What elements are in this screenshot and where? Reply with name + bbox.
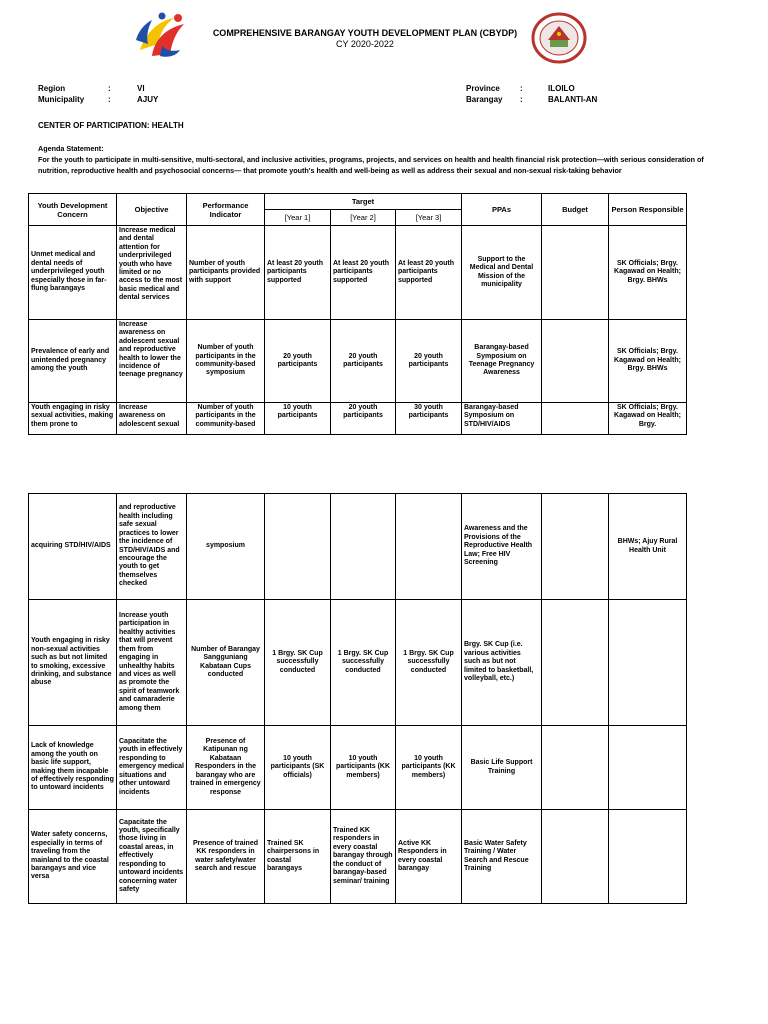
cell-objective: Increase youth participation in healthy activities that will prevent them from engaging in unhealthy habits and vices as well as promote the spirit of teamwork and camaraderie among them bbox=[117, 600, 187, 726]
cell-indicator: Number of youth participants provided with support bbox=[187, 226, 265, 320]
cell-ppas: Basic Life Support Training bbox=[462, 726, 542, 810]
table-row bbox=[29, 403, 687, 435]
page-title: COMPREHENSIVE BARANGAY YOUTH DEVELOPMENT PLAN (CBYDP) bbox=[212, 28, 518, 38]
cell-ppas: Barangay-based Symposium on STD/HIV/AIDS bbox=[462, 403, 542, 435]
plan-table-page-1 bbox=[28, 193, 687, 435]
cell-year1: Trained SK chairpersons in coastal barangays bbox=[265, 810, 331, 904]
municipality-value: AJUY bbox=[137, 95, 159, 104]
cell-year1: 10 youth participants (SK officials) bbox=[265, 726, 331, 810]
region-colon: : bbox=[108, 84, 111, 93]
cell-objective: Increase medical and dental attention for underprivileged youth who have limited or no access to the most basic medical and dental services bbox=[117, 226, 187, 320]
cell-year3: 10 youth participants (KK members) bbox=[396, 726, 462, 810]
cell-year3: 20 youth participants bbox=[396, 320, 462, 403]
municipality-label: Municipality bbox=[38, 95, 85, 104]
region-label: Region bbox=[38, 84, 66, 93]
cell-year1: 1 Brgy. SK Cup successfully conducted bbox=[265, 600, 331, 726]
cell-ppas: Awareness and the Provisions of the Reproductive Health Law; Free HIV Screening bbox=[462, 494, 542, 600]
cell-year2: Trained KK responders in every coastal barangay through the conduct of barangay-based seminar/ training bbox=[331, 810, 396, 904]
cell-budget bbox=[542, 494, 609, 600]
cell-year2: 20 youth participants bbox=[331, 320, 396, 403]
center-of-participation: CENTER OF PARTICIPATION: HEALTH bbox=[38, 121, 184, 130]
cell-indicator: Number of youth participants in the community-based bbox=[187, 403, 265, 435]
cell-year1: At least 20 youth participants supported bbox=[265, 226, 331, 320]
province-value: ILOILO bbox=[548, 84, 575, 93]
cell-concern: Youth engaging in risky non-sexual activities such as but not limited to smoking, excessive drinking, and substance abuse bbox=[29, 600, 117, 726]
municipality-colon: : bbox=[108, 95, 111, 104]
cell-year1: 10 youth participants bbox=[265, 403, 331, 435]
cell-objective: Increase awareness on adolescent sexual bbox=[117, 403, 187, 435]
cell-person bbox=[609, 600, 687, 726]
province-colon: : bbox=[520, 84, 523, 93]
col-header-year2: [Year 2] bbox=[331, 210, 396, 226]
cell-year3: Active KK Responders in every coastal barangay bbox=[396, 810, 462, 904]
col-header-ppas: PPAs bbox=[462, 194, 542, 226]
sk-logo bbox=[132, 10, 190, 62]
cell-concern: acquiring STD/HIV/AIDS bbox=[29, 494, 117, 600]
cell-objective: and reproductive health including safe sexual practices to lower the incidence of STD/HIV/AIDS and encourage the youth to get themselves checked bbox=[117, 494, 187, 600]
cell-budget bbox=[542, 320, 609, 403]
col-header-target: Target bbox=[265, 194, 462, 210]
col-header-budget: Budget bbox=[542, 194, 609, 226]
cell-indicator: Number of Barangay Sangguniang Kabataan Cups conducted bbox=[187, 600, 265, 726]
table-row bbox=[29, 226, 687, 320]
cell-ppas: Barangay-based Symposium on Teenage Pregnancy Awareness bbox=[462, 320, 542, 403]
cell-year3: 30 youth participants bbox=[396, 403, 462, 435]
cell-concern: Lack of knowledge among the youth on basic life support, making them incapable of effectively responding to untoward incidents bbox=[29, 726, 117, 810]
header-row bbox=[29, 194, 687, 210]
table-row bbox=[29, 726, 687, 810]
cell-objective: Increase awareness on adolescent sexual and reproductive health to lower the incidence of teenage pregnancy bbox=[117, 320, 187, 403]
cell-year2: 1 Brgy. SK Cup successfully conducted bbox=[331, 600, 396, 726]
table-row bbox=[29, 600, 687, 726]
cell-ppas: Support to the Medical and Dental Mission of the municipality bbox=[462, 226, 542, 320]
cell-concern: Youth engaging in risky sexual activities, making them prone to bbox=[29, 403, 117, 435]
barangay-label: Barangay bbox=[466, 95, 503, 104]
col-header-indicator: Performance Indicator bbox=[187, 194, 265, 226]
cell-person: SK Officials; Brgy. Kagawad on Health; Brgy. BHWs bbox=[609, 226, 687, 320]
municipal-seal bbox=[530, 12, 588, 64]
cell-indicator: symposium bbox=[187, 494, 265, 600]
cell-year3 bbox=[396, 494, 462, 600]
cell-objective: Capacitate the youth, specifically those living in coastal areas, in effectively responding to untoward incidents concerning water safety bbox=[117, 810, 187, 904]
col-header-concern: Youth Development Concern bbox=[29, 194, 117, 226]
cell-year1: 20 youth participants bbox=[265, 320, 331, 403]
cell-year2: 20 youth participants bbox=[331, 403, 396, 435]
col-header-year3: [Year 3] bbox=[396, 210, 462, 226]
barangay-value: BALANTI-AN bbox=[548, 95, 598, 104]
cell-indicator: Presence of trained KK responders in water safety/water search and rescue bbox=[187, 810, 265, 904]
cell-objective: Capacitate the youth in effectively responding to emergency medical situations and other untoward incidents bbox=[117, 726, 187, 810]
cell-ppas: Brgy. SK Cup (i.e. various activities such as but not limited to basketball, volleyball, etc.) bbox=[462, 600, 542, 726]
cell-concern: Water safety concerns, especially in terms of traveling from the mainland to the coastal barangays and vice versa bbox=[29, 810, 117, 904]
table-row bbox=[29, 494, 687, 600]
col-header-person: Person Responsible bbox=[609, 194, 687, 226]
cell-person: SK Officials; Brgy. Kagawad on Health; Brgy. bbox=[609, 403, 687, 435]
cell-year2: At least 20 youth participants supported bbox=[331, 226, 396, 320]
cell-ppas: Basic Water Safety Training / Water Search and Rescue Training bbox=[462, 810, 542, 904]
table-row bbox=[29, 810, 687, 904]
cell-concern: Unmet medical and dental needs of underprivileged youth especially those in far-flung barangays bbox=[29, 226, 117, 320]
col-header-objective: Objective bbox=[117, 194, 187, 226]
plan-table-page-2 bbox=[28, 493, 687, 904]
page-subtitle: CY 2020-2022 bbox=[336, 39, 394, 49]
cell-concern: Prevalence of early and unintended pregnancy among the youth bbox=[29, 320, 117, 403]
cell-budget bbox=[542, 726, 609, 810]
cell-person: BHWs; Ajuy Rural Health Unit bbox=[609, 494, 687, 600]
cell-year2 bbox=[331, 494, 396, 600]
cell-year3: At least 20 youth participants supported bbox=[396, 226, 462, 320]
barangay-colon: : bbox=[520, 95, 523, 104]
cell-year1 bbox=[265, 494, 331, 600]
cell-budget bbox=[542, 226, 609, 320]
agenda-line-2: nutrition, reproductive health and psychosocial concerns— that promote youth's health and well-being as well as address their sexual and non-sexual risk-taking behavior bbox=[38, 166, 622, 175]
cell-person: SK Officials; Brgy. Kagawad on Health; Brgy. BHWs bbox=[609, 320, 687, 403]
agenda-label: Agenda Statement: bbox=[38, 144, 104, 153]
table-row bbox=[29, 320, 687, 403]
cell-person bbox=[609, 726, 687, 810]
cell-budget bbox=[542, 403, 609, 435]
cell-indicator: Number of youth participants in the community-based symposium bbox=[187, 320, 265, 403]
cell-person bbox=[609, 810, 687, 904]
cell-indicator: Presence of Katipunan ng Kabataan Responders in the barangay who are trained in emergency response bbox=[187, 726, 265, 810]
col-header-year1: [Year 1] bbox=[265, 210, 331, 226]
cell-year3: 1 Brgy. SK Cup successfully conducted bbox=[396, 600, 462, 726]
agenda-line-1: For the youth to participate in multi-sensitive, multi-sectoral, and inclusive activities, programs, projects, and services on health and health financial risk protection—with serious consideration of bbox=[38, 155, 704, 164]
cell-budget bbox=[542, 600, 609, 726]
region-value: VI bbox=[137, 84, 145, 93]
province-label: Province bbox=[466, 84, 500, 93]
cell-budget bbox=[542, 810, 609, 904]
cell-year2: 10 youth participants (KK members) bbox=[331, 726, 396, 810]
